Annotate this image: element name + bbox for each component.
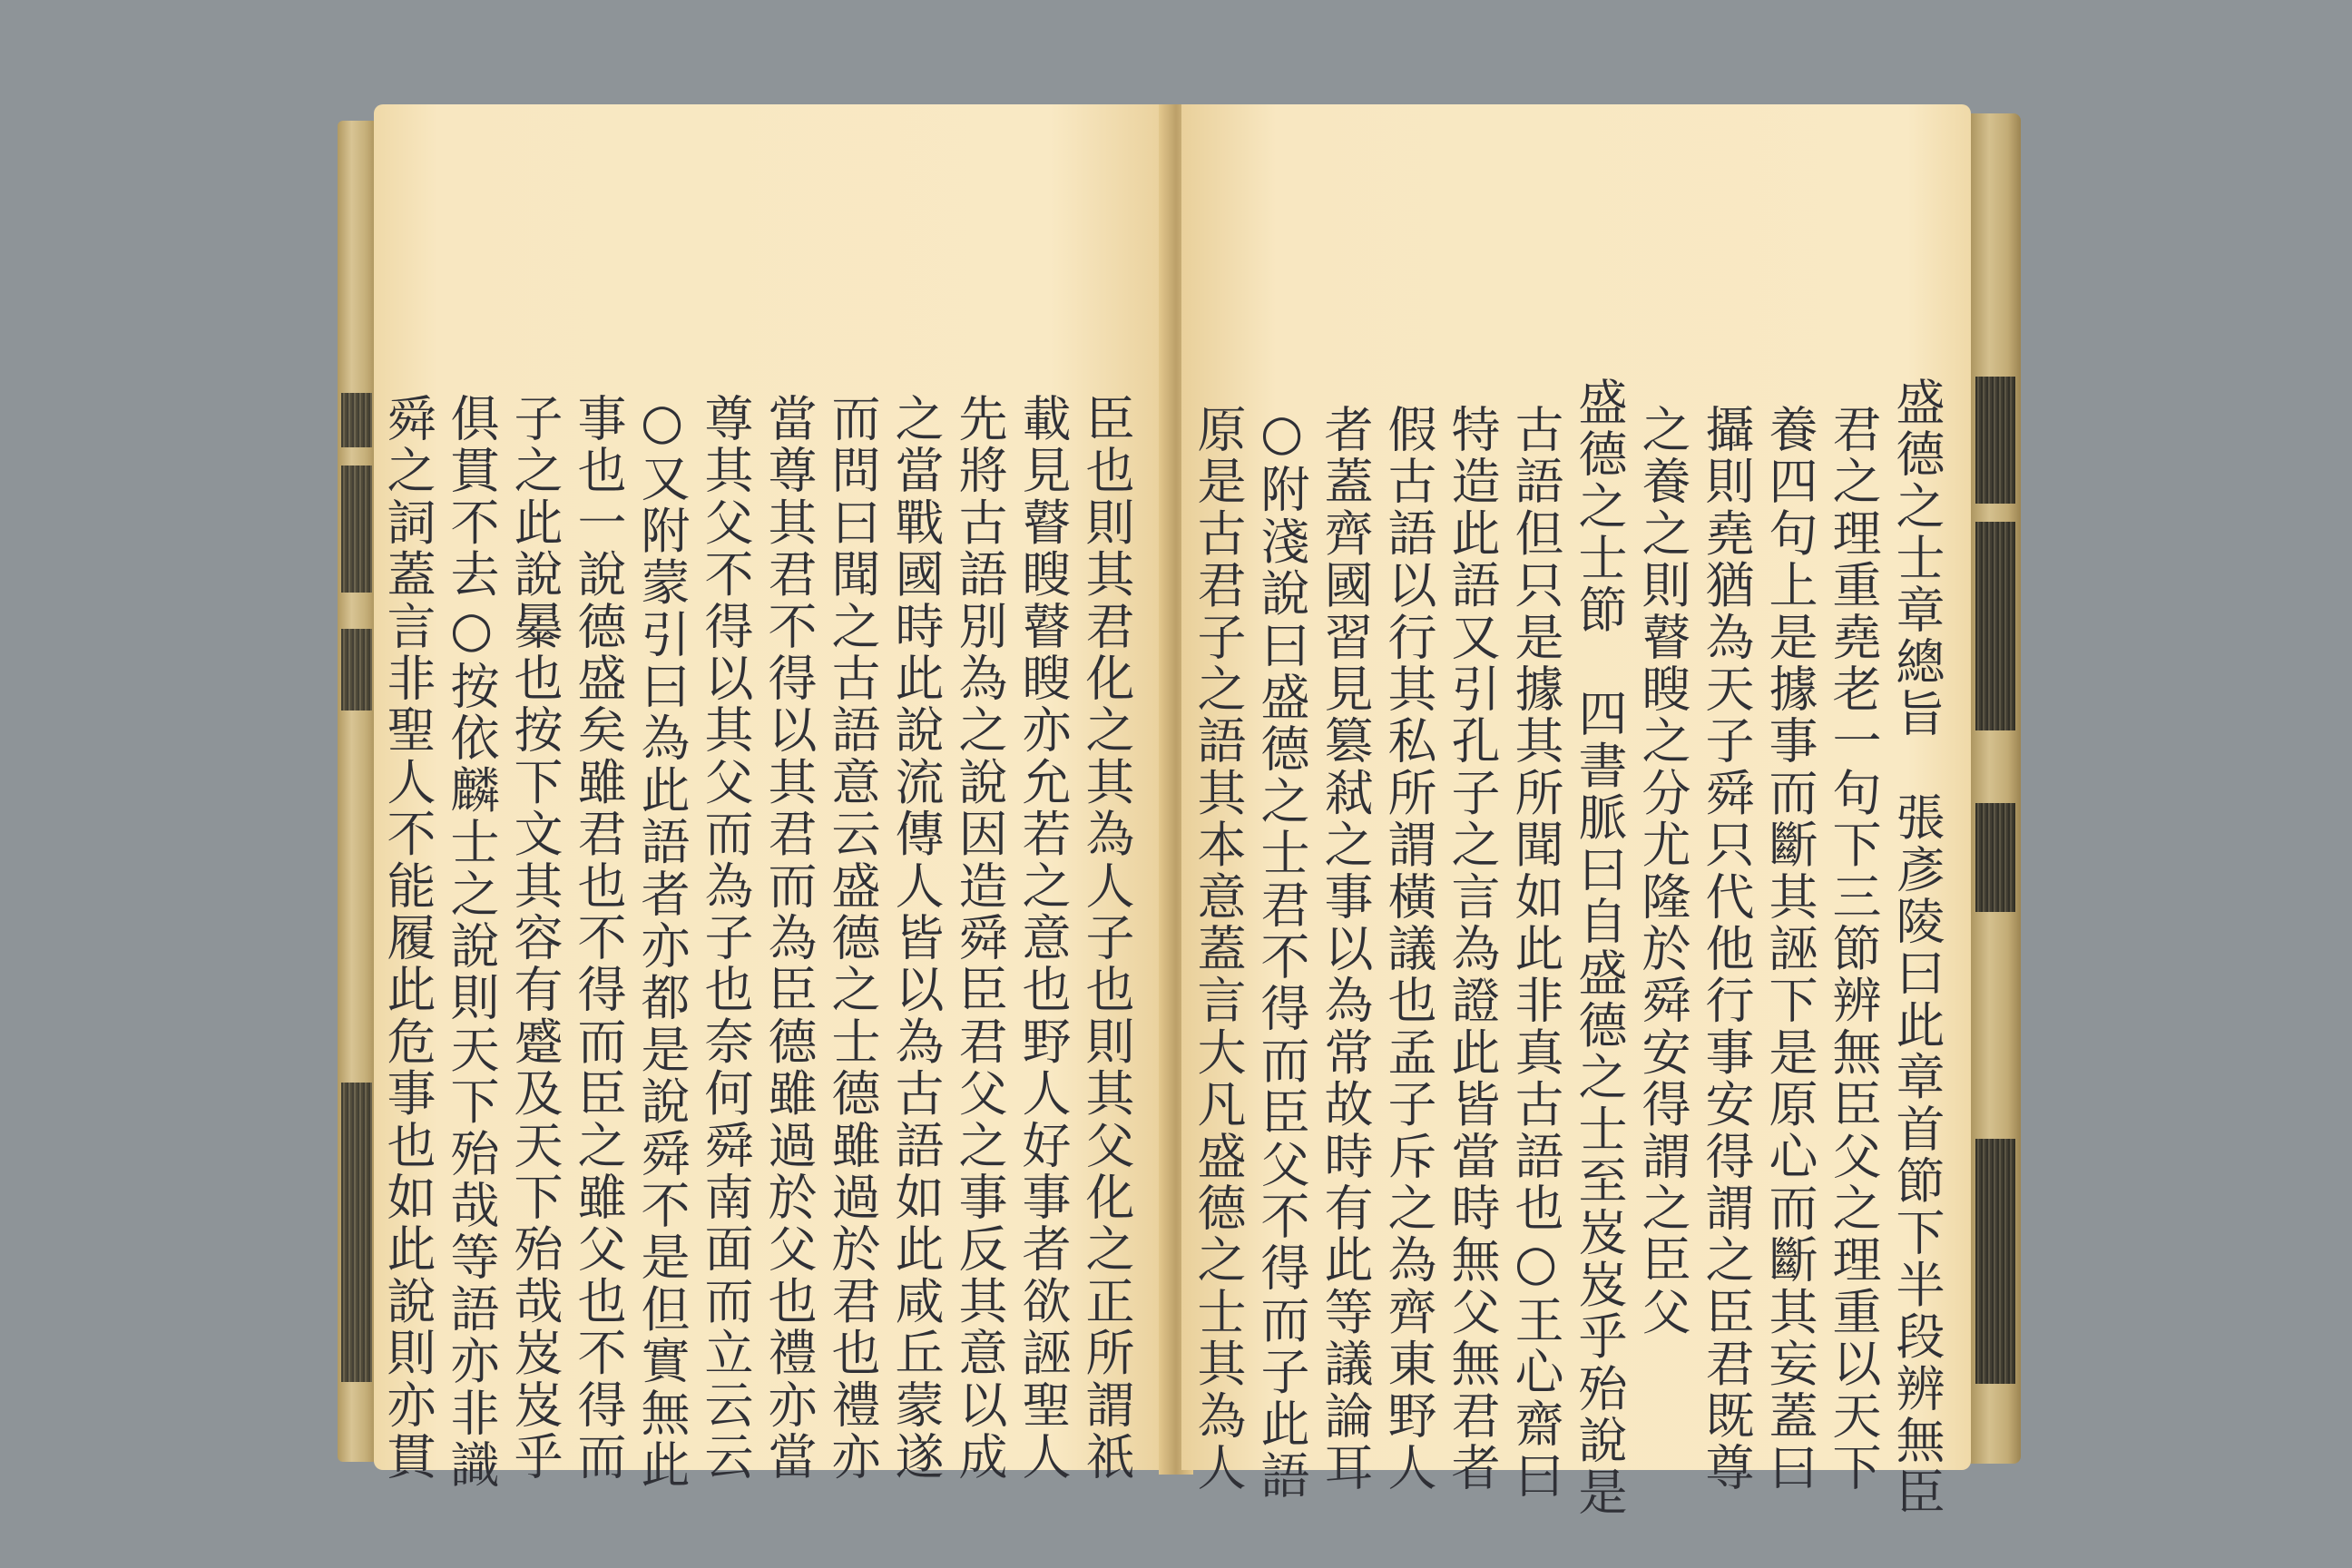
text-column: 先將古語別為之說因造舜臣君父之事反其意以成 bbox=[951, 393, 1008, 1484]
text-column: 盛德之士節 四書脈曰自盛德之士至岌岌乎殆說是 bbox=[1571, 377, 1628, 1519]
text-column: 尊其父不得以其父而為子也奈何舜南面而立云云 bbox=[697, 393, 754, 1484]
text-column: 古語但只是據其所聞如此非真古語也○王心齋曰 bbox=[1507, 404, 1564, 1503]
left-page-text bbox=[379, 393, 1135, 1492]
right-page-edges bbox=[1968, 113, 2021, 1464]
text-column: 臣也則其君化之其為人子也則其父化之正所謂祇 bbox=[1078, 393, 1135, 1484]
right-page bbox=[1181, 104, 1971, 1519]
left-page bbox=[374, 104, 1170, 1492]
text-column: 載見瞽瞍瞽瞍亦允若之意也野人好事者欲誣聖人 bbox=[1014, 393, 1072, 1484]
text-column: 子之此說㬥也按下文其容有蹙及天下殆哉岌岌乎 bbox=[506, 393, 564, 1484]
text-column: 原是古君子之語其本意蓋言大凡盛德之士其為人 bbox=[1190, 404, 1247, 1494]
open-book bbox=[338, 104, 2021, 1519]
text-column: 養四句上是據事而斷其誣下是原心而斷其妄蓋曰 bbox=[1761, 404, 1818, 1494]
right-page-text bbox=[1190, 377, 1945, 1519]
text-column: ○附淺說曰盛德之士君不得而臣父不得而子此語 bbox=[1253, 404, 1310, 1503]
text-column: 盛德之士章總旨 張彥陵曰此章首節下半段辨無臣 bbox=[1888, 377, 1945, 1519]
left-page-edges bbox=[338, 121, 377, 1462]
text-column: 事也一說德盛矣雖君也不得而臣之雖父也不得而 bbox=[570, 393, 627, 1484]
text-column: 而問曰聞之古語意云盛德之士德雖過於君也禮亦 bbox=[824, 393, 881, 1484]
text-column: 俱貫不去○按依麟士之說則天下殆哉等語亦非識 bbox=[443, 393, 500, 1492]
text-column: 當尊其君不得以其君而為臣德雖過於父也禮亦當 bbox=[760, 393, 818, 1484]
text-column: 攝則堯猶為天子舜只代他行事安得謂之臣君既尊 bbox=[1698, 404, 1755, 1494]
text-column: 君之理重堯老一句下三節辨無臣父之理重以天下 bbox=[1825, 404, 1882, 1494]
text-column: 者蓋齊國習見篡弒之事以為常故時有此等議論耳 bbox=[1317, 404, 1374, 1494]
text-column: 之養之則瞽瞍之分尤隆於舜安得謂之臣父 bbox=[1634, 404, 1691, 1338]
text-column: ○又附蒙引曰為此語者亦都是說舜不是但實無此 bbox=[633, 393, 691, 1492]
text-column: 假古語以行其私所謂橫議也孟子斥之為齊東野人 bbox=[1380, 404, 1437, 1494]
text-column: 舜之詞蓋言非聖人不能履此危事也如此說則亦貫 bbox=[379, 393, 436, 1484]
text-column: 之當戰國時此說流傳人皆以為古語如此咸丘蒙遂 bbox=[887, 393, 945, 1484]
text-column: 特造此語又引孔子之言為證此皆當時無父無君者 bbox=[1444, 404, 1501, 1494]
